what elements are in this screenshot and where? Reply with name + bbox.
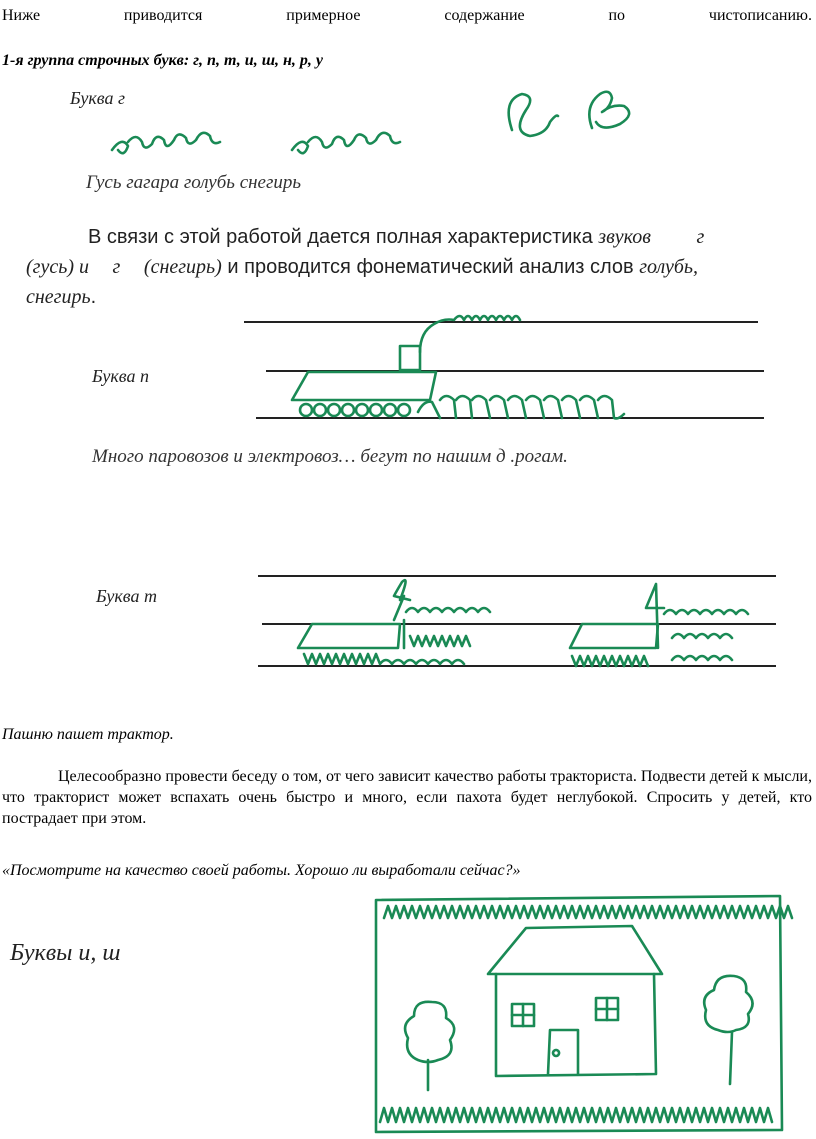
phonetic-example-1: (гусь) и	[26, 256, 89, 278]
letter-g-words: Гусь гагара голубь снегирь	[86, 172, 302, 193]
intro-line: Ниже приводится примерное содержание по чистописанию.	[2, 7, 812, 24]
group-heading: 1-я группа строчных букв: г, п, т, и, ш, н, р, у	[2, 52, 323, 69]
letter-g-label: Буква г	[70, 88, 126, 108]
discussion-paragraph: Целесообразно провести беседу о том, от чего зависит качество работы тракториста. Подвести детей к мысли, что тракторист может вспахать очень быстро и много, если пахота будет неглубокой. Спросить у детей, кто пострадает при этом.	[2, 768, 812, 827]
letter-p-sentence: Много паровозов и электровоз… бегут по нашим д .рогам.	[92, 446, 568, 467]
phonetic-letter-1: г	[696, 226, 705, 248]
phonetic-example-2: (снегирь)	[143, 256, 222, 278]
phonetic-text-1: В связи с этой работой дается полная характеристика	[88, 226, 599, 248]
phonetic-text-2: и проводится фонематический анализ слов	[221, 256, 640, 278]
tractor-caption: Пашню пашет трактор.	[2, 726, 174, 743]
phonetic-word-1: голубь,	[639, 256, 699, 278]
letter-t-label: Буква т	[96, 586, 157, 606]
phonetic-letter-2: г	[112, 256, 121, 278]
phonetic-end: .	[90, 286, 97, 308]
quote-line: «Посмотрите на качество своей работы. Хорошо ли выработали сейчас?»	[2, 862, 521, 879]
letters-i-sh-label: Буквы и, ш	[10, 940, 121, 966]
phonetic-sound-word: звуков	[598, 226, 651, 248]
letter-p-label: Буква п	[92, 366, 149, 386]
phonetic-word-2: снегирь	[26, 286, 91, 308]
